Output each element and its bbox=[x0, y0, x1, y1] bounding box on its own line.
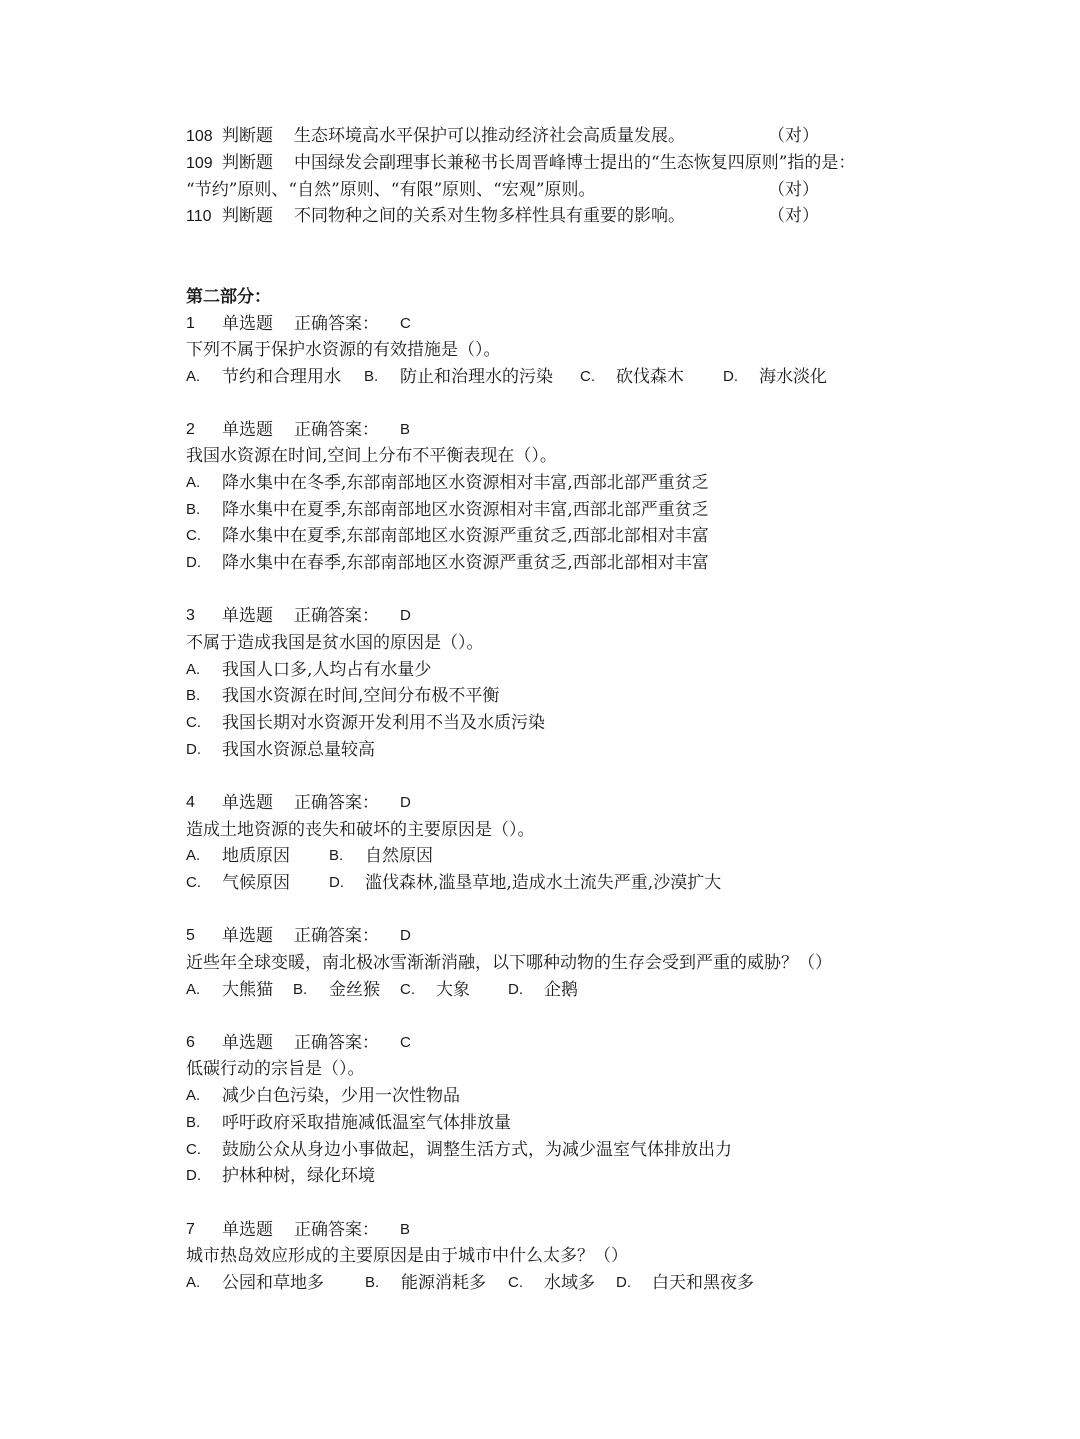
question-stem: 下列不属于保护水资源的有效措施是（）。 bbox=[186, 340, 501, 360]
question-number: 4 bbox=[186, 794, 195, 811]
correct-answer: B bbox=[400, 421, 411, 438]
item-answer: （对） bbox=[768, 126, 819, 146]
option-label: C. bbox=[186, 1141, 201, 1158]
option-text: 自然原因 bbox=[365, 846, 433, 866]
option-label: D. bbox=[186, 1167, 201, 1184]
option-label: C. bbox=[508, 1274, 523, 1291]
option-label: B. bbox=[186, 687, 201, 704]
question-number: 3 bbox=[186, 607, 195, 624]
option-text: 降水集中在冬季,东部南部地区水资源相对丰富,西部北部严重贫乏 bbox=[222, 473, 709, 493]
option-text: 降水集中在夏季,东部南部地区水资源相对丰富,西部北部严重贫乏 bbox=[222, 500, 709, 520]
option-label: B. bbox=[329, 847, 344, 864]
question-type: 单选题 bbox=[222, 606, 273, 626]
question-type: 单选题 bbox=[222, 1220, 273, 1240]
question-type: 单选题 bbox=[222, 926, 273, 946]
option-text: 鼓励公众从身边小事做起，调整生活方式，为减少温室气体排放出力 bbox=[222, 1140, 732, 1160]
option-text: 我国水资源在时间,空间分布极不平衡 bbox=[222, 686, 500, 706]
question-stem: 低碳行动的宗旨是（）。 bbox=[186, 1059, 365, 1079]
option-label: A. bbox=[186, 1087, 201, 1104]
answer-label: 正确答案： bbox=[294, 926, 379, 946]
option-label: D. bbox=[329, 874, 344, 891]
item-text: 生态环境高水平保护可以推动经济社会高质量发展。 bbox=[294, 126, 685, 146]
option-label: C. bbox=[400, 981, 415, 998]
item-number: 108 bbox=[186, 128, 213, 145]
correct-answer: B bbox=[400, 1221, 411, 1238]
item-type: 判断题 bbox=[222, 153, 273, 173]
options-row bbox=[186, 364, 886, 390]
options-row bbox=[186, 977, 886, 1003]
question-stem: 我国水资源在时间,空间上分布不平衡表现在（）。 bbox=[186, 446, 557, 466]
option-text: 大熊猫 bbox=[222, 980, 273, 1000]
option-label: B. bbox=[364, 368, 379, 385]
answer-label: 正确答案： bbox=[294, 1220, 379, 1240]
options-row bbox=[186, 843, 886, 869]
option-label: B. bbox=[186, 1114, 201, 1131]
option-text: 节约和合理用水 bbox=[222, 367, 341, 387]
option-text: 护林种树，绿化环境 bbox=[222, 1166, 375, 1186]
question-stem: 造成土地资源的丧失和破坏的主要原因是（）。 bbox=[186, 820, 535, 840]
question-stem: 城市热岛效应形成的主要原因是由于城市中什么太多？（） bbox=[186, 1246, 628, 1266]
correct-answer: D bbox=[400, 607, 411, 624]
option-label: B. bbox=[186, 501, 201, 518]
option-label: D. bbox=[723, 368, 738, 385]
answer-label: 正确答案： bbox=[294, 606, 379, 626]
item-number: 109 bbox=[186, 155, 213, 172]
correct-answer: C bbox=[400, 315, 411, 332]
judgment-item bbox=[186, 203, 819, 229]
item-answer: （对） bbox=[768, 206, 819, 226]
item-type: 判断题 bbox=[222, 206, 273, 226]
option-label: B. bbox=[365, 1274, 380, 1291]
options-row bbox=[186, 870, 886, 896]
option-text: 水域多 bbox=[544, 1273, 595, 1293]
option-label: D. bbox=[186, 554, 201, 571]
option-text: 气候原因 bbox=[222, 873, 290, 893]
option-text: 海水淡化 bbox=[759, 367, 827, 387]
option-text: 呼吁政府采取措施减低温室气体排放量 bbox=[222, 1113, 511, 1133]
judgment-item bbox=[186, 123, 819, 149]
correct-answer: D bbox=[400, 927, 411, 944]
option-label: D. bbox=[508, 981, 523, 998]
answer-label: 正确答案： bbox=[294, 793, 379, 813]
option-text: 降水集中在夏季,东部南部地区水资源严重贫乏,西部北部相对丰富 bbox=[222, 526, 709, 546]
question-type: 单选题 bbox=[222, 793, 273, 813]
option-text: 金丝猴 bbox=[329, 980, 380, 1000]
option-text: 公园和草地多 bbox=[222, 1273, 324, 1293]
question-type: 单选题 bbox=[222, 314, 273, 334]
question-number: 6 bbox=[186, 1034, 195, 1051]
option-label: A. bbox=[186, 847, 201, 864]
question-number: 2 bbox=[186, 421, 195, 438]
option-label: A. bbox=[186, 474, 201, 491]
item-text: 中国绿发会副理事长兼秘书长周晋峰博士提出的“生态恢复四原则”指的是： bbox=[294, 153, 856, 173]
option-text: 大象 bbox=[436, 980, 470, 1000]
option-text: 我国长期对水资源开发利用不当及水质污染 bbox=[222, 713, 545, 733]
question-stem: 近些年全球变暖，南北极冰雪渐渐消融，以下哪种动物的生存会受到严重的威胁？（） bbox=[186, 953, 832, 973]
option-label: A. bbox=[186, 1274, 201, 1291]
correct-answer: D bbox=[400, 794, 411, 811]
option-label: C. bbox=[580, 368, 595, 385]
option-text: 防止和治理水的污染 bbox=[400, 367, 553, 387]
item-answer: （对） bbox=[768, 180, 819, 200]
section-title: 第二部分： bbox=[186, 287, 271, 307]
question-type: 单选题 bbox=[222, 1033, 273, 1053]
option-label: D. bbox=[616, 1274, 631, 1291]
answer-label: 正确答案： bbox=[294, 314, 379, 334]
option-label: A. bbox=[186, 368, 201, 385]
question-type: 单选题 bbox=[222, 420, 273, 440]
question-number: 5 bbox=[186, 927, 195, 944]
option-text: 我国水资源总量较高 bbox=[222, 740, 375, 760]
option-label: B. bbox=[293, 981, 308, 998]
item-number: 110 bbox=[186, 208, 212, 225]
option-label: C. bbox=[186, 527, 201, 544]
option-text: 砍伐森木 bbox=[616, 367, 684, 387]
question-number: 7 bbox=[186, 1221, 195, 1238]
correct-answer: C bbox=[400, 1034, 411, 1051]
option-label: C. bbox=[186, 714, 201, 731]
option-text: 白天和黑夜多 bbox=[652, 1273, 754, 1293]
item-text-continued: “节约”原则、“自然”原则、“有限”原则、“宏观”原则。 bbox=[186, 180, 596, 200]
question-number: 1 bbox=[186, 315, 195, 332]
item-text: 不同物种之间的关系对生物多样性具有重要的影响。 bbox=[294, 206, 685, 226]
judgment-item bbox=[186, 150, 856, 176]
options-row bbox=[186, 1270, 886, 1296]
option-label: D. bbox=[186, 741, 201, 758]
option-text: 减少白色污染，少用一次性物品 bbox=[222, 1086, 460, 1106]
option-label: C. bbox=[186, 874, 201, 891]
option-label: A. bbox=[186, 981, 201, 998]
option-text: 地质原因 bbox=[222, 846, 290, 866]
question-stem: 不属于造成我国是贫水国的原因是（）。 bbox=[186, 633, 484, 653]
option-label: A. bbox=[186, 661, 201, 678]
answer-label: 正确答案： bbox=[294, 420, 379, 440]
option-text: 降水集中在春季,东部南部地区水资源严重贫乏,西部北部相对丰富 bbox=[222, 553, 709, 573]
option-text: 滥伐森林,滥垦草地,造成水土流失严重,沙漠扩大 bbox=[365, 873, 722, 893]
item-type: 判断题 bbox=[222, 126, 273, 146]
answer-label: 正确答案： bbox=[294, 1033, 379, 1053]
option-text: 企鹅 bbox=[544, 980, 578, 1000]
option-text: 能源消耗多 bbox=[401, 1273, 486, 1293]
option-text: 我国人口多,人均占有水量少 bbox=[222, 660, 432, 680]
